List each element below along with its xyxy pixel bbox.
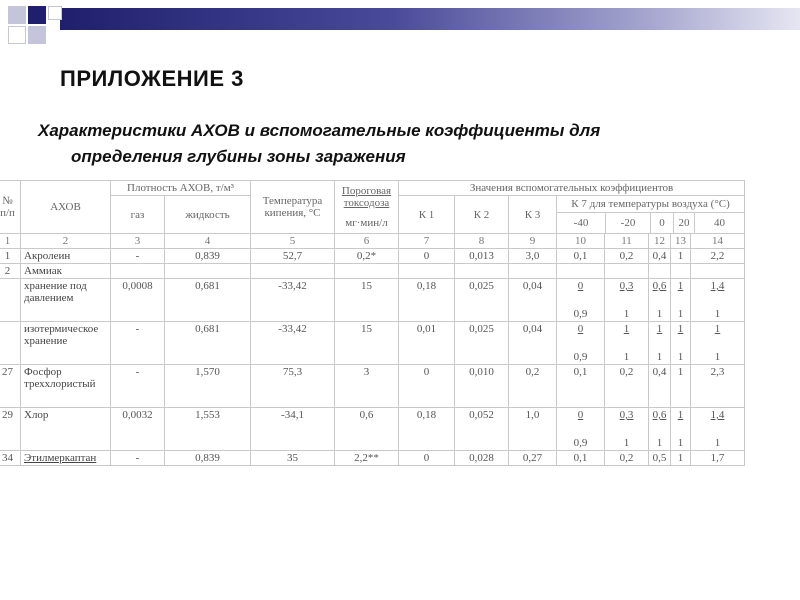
cell-k2: 0,010: [455, 365, 509, 408]
table-row: [0, 279, 745, 322]
k7-numerator: 1: [677, 409, 684, 421]
cell-boiling: -33,42: [251, 279, 335, 322]
cell-k7: [605, 279, 649, 322]
cell-k7: 0,1: [557, 451, 605, 466]
header-gas: газ: [111, 196, 165, 234]
row-name: Этилмеркаптан: [21, 451, 111, 466]
header-gradient-bar: [60, 8, 800, 30]
k7-numerator: 0: [577, 280, 584, 292]
header-temp-40: 40: [714, 217, 725, 229]
cell-k7: 2,2: [691, 249, 745, 264]
cell-k2: 0,052: [455, 408, 509, 451]
cell-k7: [649, 279, 671, 322]
cell-k7: [691, 408, 745, 451]
header-liquid: жидкость: [165, 196, 251, 234]
cell-liquid: 0,839: [165, 451, 251, 466]
cell-liquid: 0,681: [165, 322, 251, 365]
slide-decoration: [0, 0, 800, 46]
row-num: 34: [0, 451, 21, 466]
cell-gas: 0,0008: [111, 279, 165, 322]
cell-k2: 0,013: [455, 249, 509, 264]
cell-boiling: 75,3: [251, 365, 335, 408]
cell-k3: 1,0: [509, 408, 557, 451]
cell-k7: 2,3: [691, 365, 745, 408]
deco-square: [8, 6, 26, 24]
header-k7-group: [557, 196, 745, 234]
cell-toxodose: 15: [335, 322, 399, 365]
cell-k1: 0: [399, 365, 455, 408]
row-name: Аммиак: [21, 264, 111, 279]
cell-k7: [671, 279, 691, 322]
cell-k3: 0,27: [509, 451, 557, 466]
colnum: 7: [399, 234, 455, 249]
k7-denominator: 1: [656, 437, 663, 449]
row-num: 29: [0, 408, 21, 451]
cell-k3: 3,0: [509, 249, 557, 264]
k7-numerator: 1: [677, 280, 684, 292]
cell-k7: 0,4: [649, 249, 671, 264]
cell-k1: 0,18: [399, 408, 455, 451]
cell-liquid: 1,553: [165, 408, 251, 451]
header-temp-minus20: -20: [606, 213, 651, 233]
colnum: 11: [605, 234, 649, 249]
cell-k7: [649, 408, 671, 451]
cell-toxodose: 0,2*: [335, 249, 399, 264]
row-num: 1: [0, 249, 21, 264]
colnum: 8: [455, 234, 509, 249]
colnum: 10: [557, 234, 605, 249]
table-row: [0, 451, 745, 466]
header-toxodose-label: Пороговая токсодоза: [341, 185, 392, 209]
cell-boiling: -33,42: [251, 322, 335, 365]
cell-k7: [557, 279, 605, 322]
cell-k7: 0,5: [649, 451, 671, 466]
header-temp-20: 20: [674, 213, 695, 233]
row-num: 27: [0, 365, 21, 408]
cell-liquid: 1,570: [165, 365, 251, 408]
table-row: [0, 249, 745, 264]
k7-denominator: 1: [714, 351, 721, 363]
cell-k7: [605, 408, 649, 451]
cell-gas: 0,0032: [111, 408, 165, 451]
k7-numerator: 0: [577, 323, 584, 335]
cell-toxodose: 0,6: [335, 408, 399, 451]
ahov-table: [0, 180, 745, 466]
row-name: изотермическое хранение: [21, 322, 111, 365]
cell-k7: [649, 322, 671, 365]
subtitle-line-2: определения глубины зоны заражения: [71, 147, 406, 166]
k7-denominator: 1: [656, 351, 663, 363]
k7-denominator: 0,9: [573, 437, 588, 449]
k7-numerator: 0,3: [619, 409, 634, 421]
cell-boiling: 52,7: [251, 249, 335, 264]
cell-k7: [691, 279, 745, 322]
table-row: [0, 408, 745, 451]
cell-boiling: 35: [251, 451, 335, 466]
cell-k1: 0: [399, 451, 455, 466]
cell-k7: 1: [671, 249, 691, 264]
subtitle-line-1: Характеристики АХОВ и вспомогательные коэффициенты для: [38, 121, 601, 140]
header-toxodose-unit: мг·мин/л: [345, 217, 388, 229]
cell-k7: [557, 322, 605, 365]
header-density: Плотность АХОВ, т/м³: [111, 181, 251, 196]
cell-gas: -: [111, 249, 165, 264]
k7-numerator: 1: [623, 323, 630, 335]
cell-k3: 0,04: [509, 279, 557, 322]
k7-denominator: 1: [677, 308, 684, 320]
cell-k7: [557, 408, 605, 451]
cell-k1: 0,01: [399, 322, 455, 365]
slide-subtitle: [38, 118, 738, 170]
row-name: Фосфор треххлористый: [21, 365, 111, 408]
cell-gas: -: [111, 451, 165, 466]
colnum: 12: [649, 234, 671, 249]
table-row: [0, 264, 745, 279]
k7-numerator: 1,4: [710, 409, 725, 421]
header-temp-minus40: -40: [557, 213, 606, 233]
k7-numerator: 0,6: [652, 280, 667, 292]
cell-k7: 1: [671, 451, 691, 466]
cell-k7: 0,1: [557, 249, 605, 264]
colnum: 4: [165, 234, 251, 249]
k7-denominator: 0,9: [573, 308, 588, 320]
cell-k7: 0,4: [649, 365, 671, 408]
header-k2: К 2: [455, 196, 509, 234]
k7-numerator: 1: [656, 323, 663, 335]
cell-k7: 1: [671, 365, 691, 408]
cell-k7: 1,7: [691, 451, 745, 466]
cell-k7: 0,2: [605, 249, 649, 264]
k7-numerator: 1: [677, 323, 684, 335]
row-num: 2: [0, 264, 21, 279]
cell-k1: 0: [399, 249, 455, 264]
cell-k7: [671, 408, 691, 451]
colnum: 14: [691, 234, 745, 249]
cell-k2: 0,025: [455, 279, 509, 322]
colnum: 13: [671, 234, 691, 249]
cell-k2: 0,025: [455, 322, 509, 365]
cell-k2: 0,028: [455, 451, 509, 466]
k7-denominator: 1: [714, 308, 721, 320]
cell-boiling: -34,1: [251, 408, 335, 451]
cell-gas: -: [111, 365, 165, 408]
row-name: Хлор: [21, 408, 111, 451]
k7-denominator: 1: [677, 437, 684, 449]
cell-toxodose: 2,2**: [335, 451, 399, 466]
k7-denominator: 1: [677, 351, 684, 363]
k7-numerator: 1,4: [710, 280, 725, 292]
k7-denominator: 0,9: [573, 351, 588, 363]
header-temp-0: 0: [651, 213, 674, 233]
cell-k7: [605, 322, 649, 365]
table-row: [0, 322, 745, 365]
cell-k7: [691, 322, 745, 365]
k7-denominator: 1: [656, 308, 663, 320]
deco-square: [8, 26, 26, 44]
deco-square: [28, 6, 46, 24]
deco-square: [28, 26, 46, 44]
k7-numerator: 0: [577, 409, 584, 421]
cell-k3: 0,04: [509, 322, 557, 365]
header-coefficients: Значения вспомогательных коэффициентов: [399, 181, 745, 196]
k7-numerator: 0,6: [652, 409, 667, 421]
cell-toxodose: 3: [335, 365, 399, 408]
cell-k7: 0,2: [605, 365, 649, 408]
header-boiling: Температура кипения, °С: [251, 181, 335, 234]
table-row: [0, 365, 745, 408]
colnum: 1: [0, 234, 21, 249]
k7-numerator: 0,3: [619, 280, 634, 292]
header-k1: К 1: [399, 196, 455, 234]
cell-toxodose: 15: [335, 279, 399, 322]
cell-k7: [671, 322, 691, 365]
header-k7: К 7 для температуры воздуха (°С): [557, 196, 744, 213]
header-k3: К 3: [509, 196, 557, 234]
header-toxodose: [335, 181, 399, 234]
cell-k7: 0,1: [557, 365, 605, 408]
cell-gas: -: [111, 322, 165, 365]
colnum: 3: [111, 234, 165, 249]
cell-liquid: 0,681: [165, 279, 251, 322]
k7-denominator: 1: [623, 351, 630, 363]
colnum: 2: [21, 234, 111, 249]
colnum: 5: [251, 234, 335, 249]
k7-denominator: 1: [623, 437, 630, 449]
header-num: № п/п: [0, 181, 21, 234]
cell-liquid: 0,839: [165, 249, 251, 264]
header-ahov: АХОВ: [21, 181, 111, 234]
colnum: 9: [509, 234, 557, 249]
k7-denominator: 1: [714, 437, 721, 449]
row-name: Акролеин: [21, 249, 111, 264]
colnum: 6: [335, 234, 399, 249]
slide-title: ПРИЛОЖЕНИЕ 3: [60, 66, 244, 91]
cell-k7: 0,2: [605, 451, 649, 466]
k7-numerator: 1: [714, 323, 721, 335]
cell-k3: 0,2: [509, 365, 557, 408]
deco-square: [48, 6, 62, 20]
k7-denominator: 1: [623, 308, 630, 320]
cell-k1: 0,18: [399, 279, 455, 322]
column-numbers-row: [0, 234, 745, 249]
row-name: хранение под давлением: [21, 279, 111, 322]
